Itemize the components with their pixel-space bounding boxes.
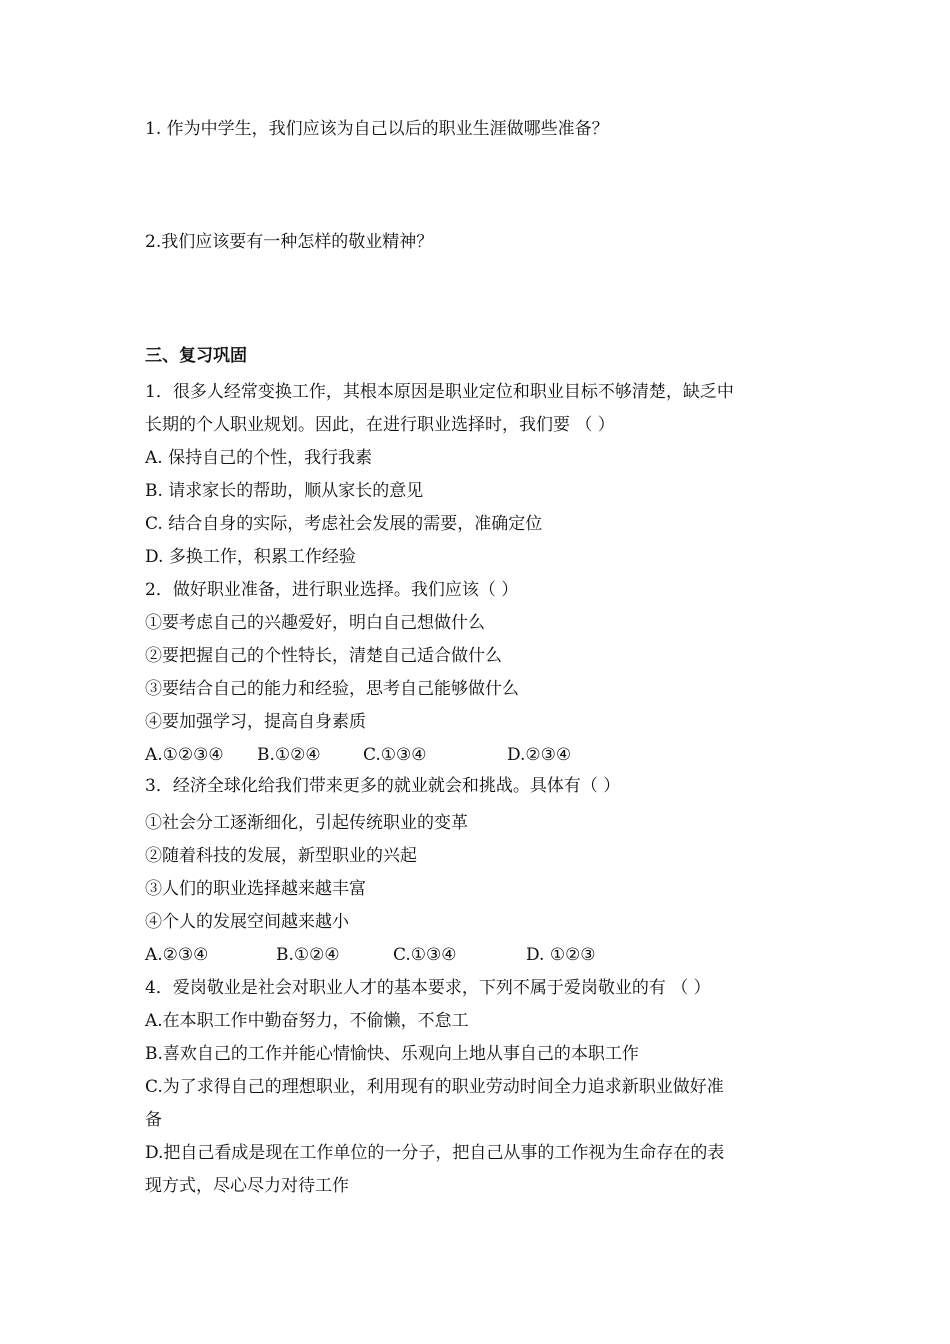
q4-stem: 4．爱岗敬业是社会对职业人才的基本要求，下列不属于爱岗敬业的有 （ ） <box>145 978 711 998</box>
q1-option-b: B. 请求家长的帮助，顺从家长的意见 <box>145 481 424 501</box>
q2-item-2: ②要把握自己的个性特长，清楚自己适合做什么 <box>145 646 502 666</box>
q1-option-a: A. 保持自己的个性，我行我素 <box>145 448 373 468</box>
q4-option-d-line2: 现方式，尽心尽力对待工作 <box>145 1176 349 1196</box>
q4-option-d-line1: D.把自己看成是现在工作单位的一分子，把自己从事的工作视为生命存在的表 <box>145 1143 725 1163</box>
q1-stem-line1: 1．很多人经常变换工作，其根本原因是职业定位和职业目标不够清楚，缺乏中 <box>145 382 734 402</box>
q3-item-2: ②随着科技的发展，新型职业的兴起 <box>145 846 417 866</box>
q2-item-1: ①要考虑自己的兴趣爱好，明白自己想做什么 <box>145 613 485 633</box>
q3-item-4: ④个人的发展空间越来越小 <box>145 912 349 932</box>
q1-stem-line2: 长期的个人职业规划。因此，在进行职业选择时，我们要 （ ） <box>145 415 615 435</box>
open-question-2: 2.我们应该要有一种怎样的敬业精神？ <box>145 232 434 252</box>
q4-option-a: A.在本职工作中勤奋努力，不偷懒，不怠工 <box>145 1011 469 1031</box>
q2-choice-c: C.①③④ <box>363 745 427 765</box>
q3-choices <box>145 944 810 966</box>
q2-choice-a: A.①②③④ <box>145 745 224 765</box>
q2-item-4: ④要加强学习，提高自身素质 <box>145 712 366 732</box>
q3-stem: 3．经济全球化给我们带来更多的就业就会和挑战。具体有（ ） <box>145 776 621 796</box>
q3-item-3: ③人们的职业选择越来越丰富 <box>145 879 366 899</box>
q2-stem: 2．做好职业准备，进行职业选择。我们应该（ ） <box>145 580 519 600</box>
q4-option-b: B.喜欢自己的工作并能心情愉快、乐观向上地从事自己的本职工作 <box>145 1044 639 1064</box>
q2-choice-b: B.①②④ <box>257 745 321 765</box>
q2-choice-d: D.②③④ <box>507 745 572 765</box>
q1-option-c: C. 结合自身的实际，考虑社会发展的需要，准确定位 <box>145 514 543 534</box>
section-title: 三、复习巩固 <box>145 346 247 366</box>
q4-option-c-line2: 备 <box>145 1110 162 1130</box>
q1-option-d: D. 多换工作，积累工作经验 <box>145 547 356 567</box>
q2-choices <box>145 744 810 766</box>
q4-option-c-line1: C.为了求得自己的理想职业，利用现有的职业劳动时间全力追求新职业做好准 <box>145 1077 724 1097</box>
q3-choice-b: B.①②④ <box>276 945 340 965</box>
q3-choice-a: A.②③④ <box>145 945 209 965</box>
q3-choice-c: C.①③④ <box>393 945 457 965</box>
q3-item-1: ①社会分工逐渐细化，引起传统职业的变革 <box>145 813 468 833</box>
q2-item-3: ③要结合自己的能力和经验，思考自己能够做什么 <box>145 679 519 699</box>
q3-choice-d: D. ①②③ <box>526 945 596 965</box>
open-question-1: 1. 作为中学生，我们应该为自己以后的职业生涯做哪些准备？ <box>145 119 609 139</box>
